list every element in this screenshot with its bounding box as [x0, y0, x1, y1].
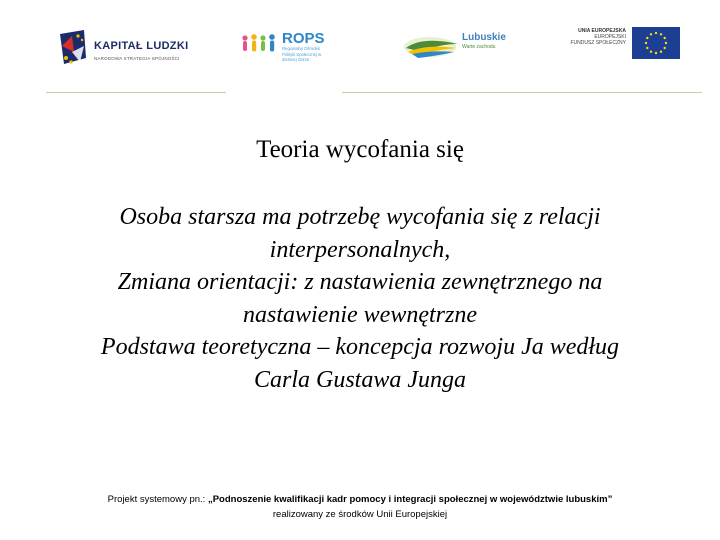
lubuskie-logo [402, 30, 512, 64]
rops-subtitle: Regionalny Ośrodek Polityki Społecznej w Zielonej Górze [282, 46, 322, 63]
kapital-ludzki-title: KAPITAŁ LUDZKI [94, 40, 189, 52]
body-line: Podstawa teoretyczna – koncepcja rozwoju Ja według [100, 334, 620, 360]
logo-bar [0, 0, 720, 95]
footer-prefix: Projekt systemowy pn.: [107, 494, 208, 505]
slide-body [40, 201, 680, 396]
eu-logo [560, 26, 682, 62]
eu-text [560, 28, 626, 47]
slide-title: Teoria wycofania się [256, 136, 464, 163]
body-line: Osoba starsza ma potrzebę wycofania się z relacji [119, 204, 601, 230]
kapital-ludzki-subtitle: NARODOWA STRATEGIA SPÓJNOŚCI [94, 56, 180, 61]
kapital-ludzki-logo [58, 28, 198, 68]
footer-funding: realizowany ze środków Unii Europejskiej [272, 509, 448, 520]
body-line: nastawienie wewnętrzne [243, 301, 477, 328]
kapital-ludzki-emblem-icon [58, 28, 88, 68]
lubuskie-subtitle: Warte zachodu [462, 44, 496, 50]
footer-project-line [0, 492, 720, 507]
rops-people-icon [240, 32, 278, 54]
eu-line-2: EUROPEJSKI [594, 34, 626, 41]
eu-flag-icon [632, 27, 680, 59]
body-line: Carla Gustawa Junga [253, 366, 466, 393]
header-divider-left [46, 92, 226, 93]
rops-logo [240, 28, 330, 68]
rops-title: ROPS [282, 30, 325, 47]
slide-footer [0, 492, 720, 522]
header-divider-right [342, 92, 702, 93]
body-line: interpersonalnych, [269, 236, 451, 263]
eu-line-1: UNIA EUROPEJSKA [578, 28, 626, 34]
lubuskie-title: Lubuskie [462, 32, 506, 43]
lubuskie-landscape-icon [402, 34, 462, 60]
footer-project-name: „Podnoszenie kwalifikacji kadr pomocy i integracji społecznej w województwie lubuskim” [207, 494, 613, 505]
eu-line-3: FUNDUSZ SPOŁECZNY [570, 40, 626, 47]
body-line: Zmiana orientacji: z nastawienia zewnętrznego na [117, 269, 603, 295]
